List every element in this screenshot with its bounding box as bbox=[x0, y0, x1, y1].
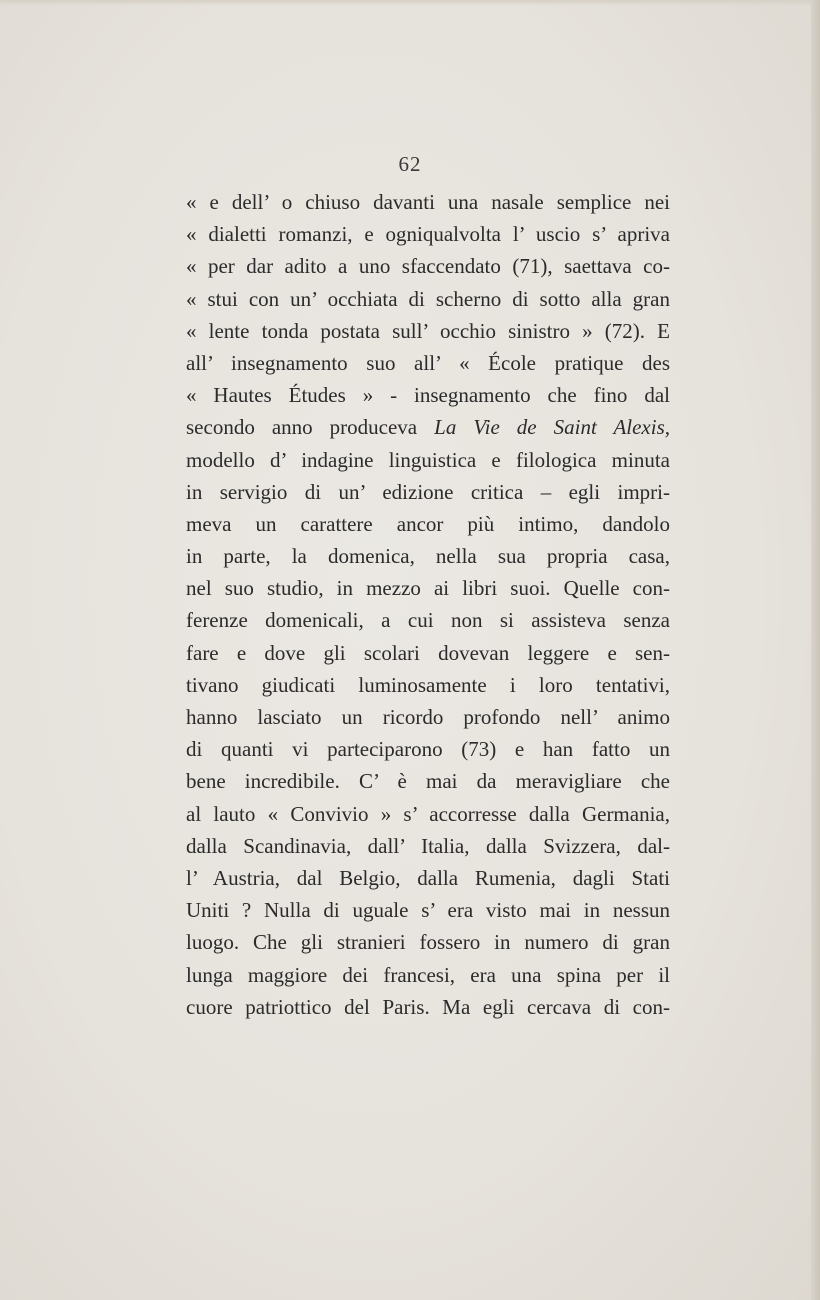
text-line: « Hautes Études » - insegnamento che fino dal bbox=[186, 383, 670, 408]
text-line: fare e dove gli scolari dovevan leggere e sen- bbox=[186, 640, 670, 665]
text-line: l’ Austria, dal Belgio, dalla Rumenia, dagli Stati bbox=[186, 865, 670, 890]
text-line: dalla Scandinavia, dall’ Italia, dalla Svizzera, dal- bbox=[186, 833, 670, 858]
text-line: bene incredibile. C’ è mai da meravigliare che bbox=[186, 769, 670, 794]
text-line: ferenze domenicali, a cui non si assisteva senza bbox=[186, 608, 670, 633]
text-line: « per dar adito a uno sfaccendato (71), saettava co- bbox=[186, 254, 670, 279]
text-line: di quanti vi parteciparono (73) e han fatto un bbox=[186, 737, 670, 762]
text-line: « dialetti romanzi, e ogniqualvolta l’ uscio s’ apriva bbox=[186, 222, 670, 247]
text-line: luogo. Che gli stranieri fossero in numero di gran bbox=[186, 930, 670, 955]
text-line: « lente tonda postata sull’ occhio sinistro » (72). E bbox=[186, 318, 670, 343]
text-line: in servigio di un’ edizione critica – egli impri- bbox=[186, 479, 670, 504]
text-line: lunga maggiore dei francesi, era una spina per il bbox=[186, 962, 670, 987]
text-line: « stui con un’ occhiata di scherno di sotto alla gran bbox=[186, 286, 670, 311]
book-title-italic: La Vie de Saint Alexis, bbox=[434, 415, 671, 440]
text-line: meva un carattere ancor più intimo, dandolo bbox=[186, 511, 670, 536]
page-number: 62 bbox=[398, 152, 422, 176]
page-right-edge bbox=[811, 0, 820, 1300]
body-text bbox=[186, 186, 670, 1023]
text-line: al lauto « Convivio » s’ accorresse dalla Germania, bbox=[186, 801, 670, 826]
text-line: cuore patriottico del Paris. Ma egli cercava di con- bbox=[186, 994, 670, 1019]
text-line: « e dell’ o chiuso davanti una nasale semplice nei bbox=[186, 190, 670, 214]
text-line: all’ insegnamento suo all’ « École pratique des bbox=[186, 350, 670, 375]
text-line: modello d’ indagine linguistica e filologica minuta bbox=[186, 447, 670, 472]
text-line: in parte, la domenica, nella sua propria casa, bbox=[186, 544, 670, 569]
text-line: tivano giudicati luminosamente i loro tentativi, bbox=[186, 672, 670, 697]
text-line: hanno lasciato un ricordo profondo nell’ animo bbox=[186, 705, 670, 729]
text-segment: secondo anno produceva bbox=[186, 415, 435, 440]
text-line-with-title bbox=[186, 411, 670, 443]
page-top-edge bbox=[0, 0, 820, 6]
text-line: nel suo studio, in mezzo ai libri suoi. Quelle con- bbox=[186, 576, 670, 601]
text-line: Uniti ? Nulla di uguale s’ era visto mai in nessun bbox=[186, 898, 670, 923]
